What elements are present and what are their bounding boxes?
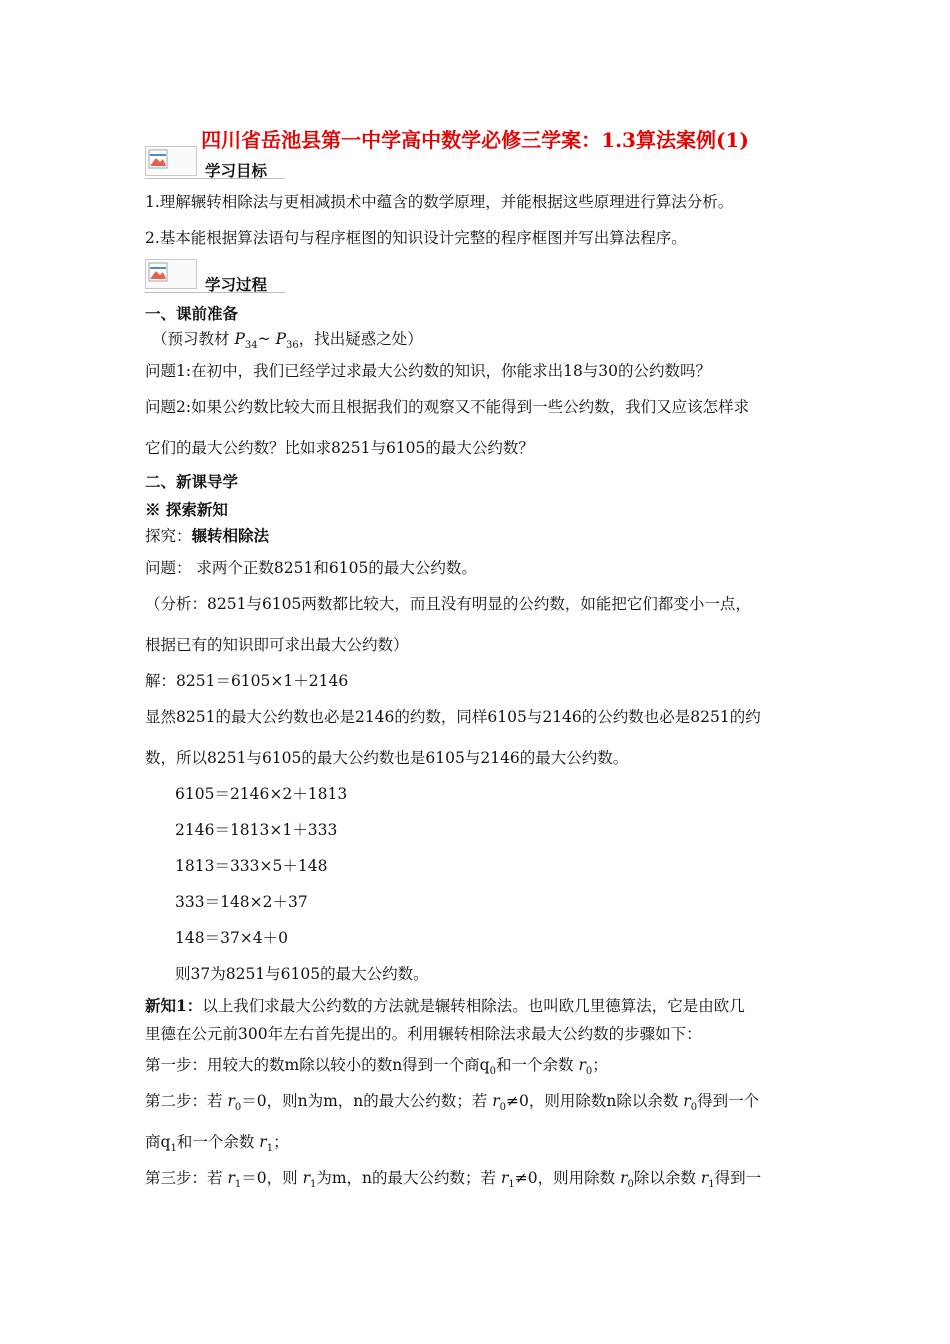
new-knowledge-line1: 新知1：以上我们求最大公约数的方法就是辗转相除法。也叫欧几里德算法，它是由欧几 bbox=[145, 996, 745, 1015]
algorithm-step-2-line2: 商$q_1$和一个余数 $r_1$； bbox=[145, 1133, 289, 1155]
new-knowledge-line2: 里德在公元前300年左右首先提出的。利用辗转相除法求最大公约数的步骤如下： bbox=[145, 1025, 702, 1043]
broken-image-icon bbox=[145, 146, 197, 176]
question-2-line2: 它们的最大公约数？比如求8251与6105的最大公约数？ bbox=[145, 439, 534, 457]
analysis-line2: 根据已有的知识即可求出最大公约数） bbox=[145, 636, 409, 654]
question-1: 问题1:在初中，我们已经学过求最大公约数的知识，你能求出18与30的公约数吗？ bbox=[145, 362, 712, 380]
analysis-line1: （分析：8251与6105两数都比较大，而且没有明显的公约数，如能把它们都变小一点， bbox=[145, 595, 751, 613]
explore-heading: ※ 探索新知 bbox=[145, 500, 228, 519]
solution-line: 解：8251＝6105×1＋2146 bbox=[145, 672, 349, 690]
algorithm-step-3-line1: 第三步：若 $r_1=0$，则 $r_1$为m，n的最大公约数；若 $r_1\ne 0$，则用除数 $r_0$除以余数 $r_1$得到一 bbox=[145, 1169, 762, 1191]
conclusion-line: 则37为8251与6105的最大公约数。 bbox=[175, 965, 429, 983]
section-prep-heading: 一、课前准备 bbox=[145, 304, 239, 323]
process-heading: 学习过程 bbox=[205, 275, 268, 294]
preview-note: （预习教材 $P_{34}\sim$ $P_{36}$，找出疑惑之处） bbox=[152, 330, 423, 352]
division-step: 6105＝2146×2＋1813 bbox=[175, 785, 348, 803]
goal-item-1: 1.理解辗转相除法与更相减损术中蕴含的数学原理，并能根据这些原理进行算法分析。 bbox=[145, 193, 734, 211]
algorithm-step-2-line1: 第二步：若 $r_0=0$，则n为m，n的最大公约数；若 $r_0\ne 0$，则用除数n除以余数 $r_0$得到一个 bbox=[145, 1092, 760, 1114]
observation-line1: 显然8251的最大公约数也必是2146的约数，同样6105与2146的公约数也必是8251的约 bbox=[145, 708, 761, 726]
inquiry-line: 探究：辗转相除法 bbox=[145, 526, 270, 545]
section-newlesson-heading: 二、新课导学 bbox=[145, 472, 239, 491]
division-step: 2146＝1813×1＋333 bbox=[175, 821, 338, 839]
question-2-line1: 问题2:如果公约数比较大而且根据我们的观察又不能得到一些公约数，我们又应该怎样求 bbox=[145, 398, 750, 416]
heading-underline bbox=[145, 178, 285, 179]
division-step: 333＝148×2＋37 bbox=[175, 893, 308, 911]
problem-statement: 问题： 求两个正数8251和6105的最大公约数。 bbox=[145, 559, 477, 577]
broken-image-icon bbox=[145, 259, 197, 289]
division-step: 148＝37×4＋0 bbox=[175, 929, 289, 947]
division-step: 1813＝333×5＋148 bbox=[175, 857, 328, 875]
observation-line2: 数，所以8251与6105的最大公约数也是6105与2146的最大公约数。 bbox=[145, 749, 629, 767]
heading-underline bbox=[145, 292, 285, 293]
goal-item-2: 2.基本能根据算法语句与程序框图的知识设计完整的程序框图并写出算法程序。 bbox=[145, 229, 687, 247]
goals-heading: 学习目标 bbox=[205, 161, 268, 180]
algorithm-step-1: 第一步：用较大的数m除以较小的数n得到一个商$q_0$和一个余数 $r_0$； bbox=[145, 1056, 608, 1078]
page-title: 四川省岳池县第一中学高中数学必修三学案：1.3算法案例(1) bbox=[201, 128, 749, 152]
